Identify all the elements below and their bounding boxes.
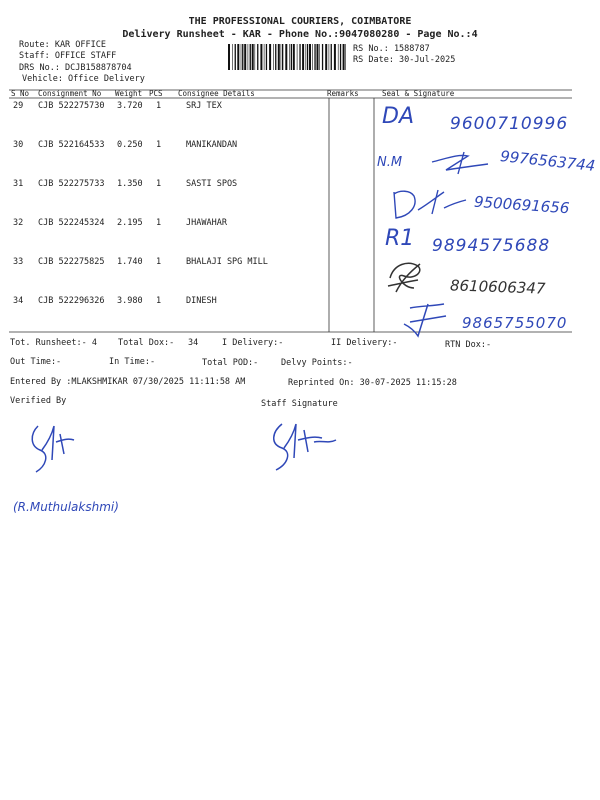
row-sno: 34 — [13, 296, 24, 306]
handwritten-signature — [384, 258, 426, 296]
row-pcs: 1 — [156, 101, 162, 111]
row-consignee: BHALAJI SPG MILL — [186, 257, 268, 267]
runsheet-subtitle: Delivery Runsheet - KAR - Phone No.:9047080280 - Page No.:4 — [122, 29, 478, 40]
handwritten-phone: 9894575688 — [432, 236, 551, 256]
row-sno: 33 — [13, 257, 24, 267]
row-weight: 3.720 — [117, 101, 143, 111]
row-consignee: MANIKANDAN — [186, 140, 238, 150]
handwritten-initials: DA — [382, 104, 414, 129]
row-consignee: DINESH — [186, 296, 217, 306]
row-consignment: CJB 522275730 — [38, 101, 105, 111]
verifier-signature — [24, 420, 80, 476]
col-header-weight: Weight — [115, 89, 143, 98]
handwritten-initials: R1 — [385, 226, 415, 251]
row-consignee: SRJ TEX — [186, 101, 222, 111]
handwritten-phone: 9600710996 — [450, 114, 569, 134]
vehicle-label: Vehicle: Office Delivery — [22, 74, 145, 84]
verifier-name: (R.Muthulakshmi) — [13, 500, 119, 514]
entered-by: Entered By :MLAKSHMIKAR 07/30/2025 11:11:58 AM — [10, 377, 246, 387]
row-pcs: 1 — [156, 218, 162, 228]
i-delivery: I Delivery:- — [222, 338, 284, 348]
handwritten-signature — [388, 186, 470, 222]
rtn-dox: RTN Dox:- — [445, 340, 492, 350]
row-pcs: 1 — [156, 140, 162, 150]
row-consignment: CJB 522275825 — [38, 257, 105, 267]
row-sno: 29 — [13, 101, 24, 111]
tot-runsheet: Tot. Runsheet:- 4 — [10, 338, 97, 348]
col-header-sno: S No — [11, 89, 30, 98]
row-pcs: 1 — [156, 257, 162, 267]
col-header-seal: Seal & Signature — [382, 89, 455, 98]
handwritten-initials: N.M — [377, 155, 403, 170]
handwritten-signature — [400, 300, 452, 340]
company-title: THE PROFESSIONAL COURIERS, COIMBATORE — [188, 16, 412, 27]
staff-signature — [264, 418, 340, 474]
rs-number: RS No.: 1588787 — [353, 44, 430, 54]
row-sno: 32 — [13, 218, 24, 228]
row-weight: 1.740 — [117, 257, 143, 267]
col-header-consignment: Consignment No — [38, 89, 102, 98]
col-header-remarks: Remarks — [327, 89, 359, 98]
row-consignee: SASTI SPOS — [186, 179, 238, 189]
row-consignment: CJB 522275733 — [38, 179, 105, 189]
handwritten-phone: 8610606347 — [449, 276, 546, 298]
row-consignment: CJB 522164533 — [38, 140, 105, 150]
row-consignment: CJB 522296326 — [38, 296, 105, 306]
route-label: Route: KAR OFFICE — [19, 40, 106, 50]
row-sno: 30 — [13, 140, 24, 150]
out-time: Out Time:- — [10, 357, 62, 367]
handwritten-phone: 9976563744 — [499, 147, 597, 175]
col-header-consignee: Consignee Details — [178, 89, 255, 98]
in-time: In Time:- — [109, 357, 156, 367]
row-pcs: 1 — [156, 179, 162, 189]
col-header-pcs: PCS — [149, 89, 163, 98]
row-consignee: JHAWAHAR — [186, 218, 227, 228]
reprinted-on: Reprinted On: 30-07-2025 11:15:28 — [288, 378, 457, 388]
staff-signature-label: Staff Signature — [261, 399, 338, 409]
row-weight: 1.350 — [117, 179, 143, 189]
row-weight: 2.195 — [117, 218, 143, 228]
handwritten-phone: 9500691656 — [473, 192, 570, 218]
row-sno: 31 — [13, 179, 24, 189]
ii-delivery: II Delivery:- — [331, 338, 398, 348]
handwritten-phone: 9865755070 — [462, 314, 568, 332]
delvy-points: Delvy Points:- — [281, 358, 353, 368]
total-pod: Total POD:- — [202, 358, 259, 368]
verified-by-label: Verified By — [10, 396, 67, 406]
row-weight: 0.250 — [117, 140, 143, 150]
handwritten-signature — [428, 150, 498, 176]
staff-label: Staff: OFFICE STAFF — [19, 51, 117, 61]
row-weight: 3.980 — [117, 296, 143, 306]
drs-number: DRS No.: DCJB158878704 — [19, 63, 132, 73]
rs-date: RS Date: 30-Jul-2025 — [353, 55, 456, 65]
row-consignment: CJB 522245324 — [38, 218, 105, 228]
total-dox-value: 34 — [188, 338, 199, 348]
barcode-image — [228, 44, 348, 70]
row-pcs: 1 — [156, 296, 162, 306]
total-dox-label: Total Dox:- — [118, 338, 175, 348]
